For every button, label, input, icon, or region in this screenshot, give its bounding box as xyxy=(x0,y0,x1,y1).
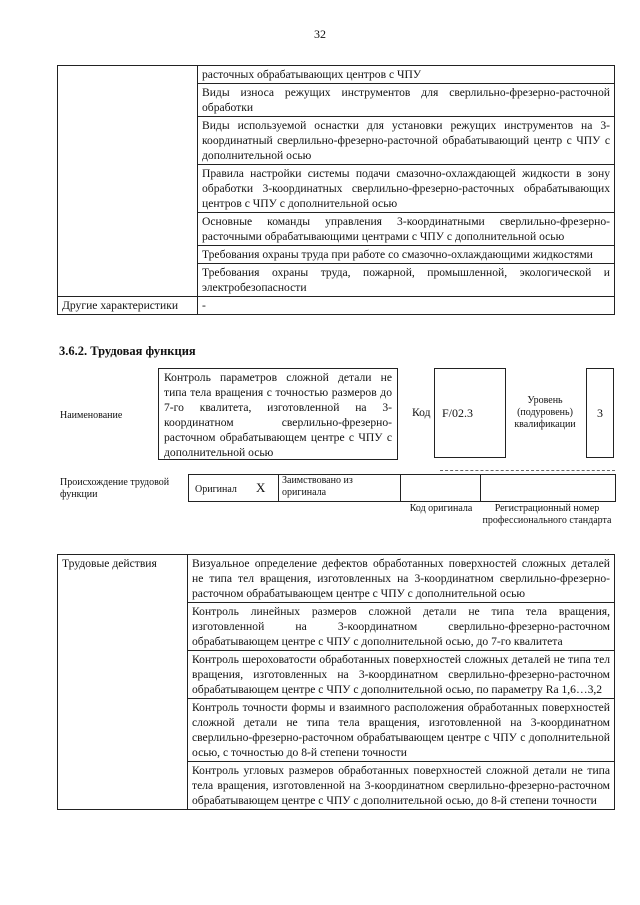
page-number: 32 xyxy=(314,27,326,41)
labor-actions-table xyxy=(57,554,615,810)
knowledge-table xyxy=(57,65,615,315)
name-label: Наименование xyxy=(60,410,123,421)
code-value: F/02.3 xyxy=(442,406,474,420)
labor-action-item: Визуальное определение дефектов обработанных поверхностей сложных деталей не типа тел вращения, изготовленных на 3-координатном сверлильно-фрезерно-расточном обрабатывающем центре с ЧПУ с дополнительной осью xyxy=(188,555,615,603)
origin-label: Происхождение трудовой функции xyxy=(60,477,170,500)
knowledge-item: Правила настройки системы подачи смазочно-охлаждающей жидкости в зону обработки 3-координатных сверлильно-фрезерно-расточных обрабатывающих центров с ЧПУ с дополнительной осью xyxy=(198,165,615,213)
reg-number-box xyxy=(480,474,616,502)
table-row xyxy=(58,66,615,84)
original-label: Оригинал xyxy=(195,484,237,495)
qualification-level-label: Уровень (подуровень) квалификации xyxy=(514,395,576,430)
knowledge-item: Основные команды управления 3-координатными сверлильно-фрезерно-расточными обрабатывающими центрами с ЧПУ с дополнительной осью xyxy=(198,213,615,246)
qualification-level-value: 3 xyxy=(597,406,603,420)
table-row xyxy=(58,555,615,603)
knowledge-item: расточных обрабатывающих центров с ЧПУ xyxy=(198,66,615,84)
other-characteristics-value: - xyxy=(198,297,615,315)
code-label: Код xyxy=(412,406,431,419)
original-mark: X xyxy=(256,480,266,495)
reg-number-label: Регистрационный номер профессионального стандарта xyxy=(482,503,612,526)
labor-action-item: Контроль точности формы и взаимного расположения обработанных поверхностей сложной детали не типа тела вращения, изготовленной на 3-координатном сверлильно-фрезерно-расточном обрабатывающем центре с ЧПУ с дополнительной осью, с точностью до 8-й степени точности xyxy=(188,699,615,762)
knowledge-item: Требования охраны труда при работе со смазочно-охлаждающими жидкостями xyxy=(198,246,615,264)
section-heading: 3.6.2. Трудовая функция xyxy=(59,344,196,358)
labor-action-item: Контроль угловых размеров обработанных поверхностей сложной детали не типа тела вращения, изготовленной на 3-координатном сверлильно-фрезерно-расточном обрабатывающем центре с ЧПУ с дополнительной осью, до 8-й степени точности xyxy=(188,762,615,810)
borrowed-label: Заимствовано из оригинала xyxy=(282,475,353,498)
knowledge-item: Требования охраны труда, пожарной, промышленной, экологической и электробезопасности xyxy=(198,264,615,297)
function-name-box: Контроль параметров сложной детали не типа тела вращения с точностью размеров до 7-го квалитета, изготовленной на 3-координатном сверлильно-фрезерно-расточном обрабатывающем центре с ЧПУ с дополнительной осью xyxy=(158,368,398,460)
labor-action-item: Контроль шероховатости обработанных поверхностей сложных деталей не типа тел вращения, изготовленных на 3-координатном сверлильно-фрезерно-расточном обрабатывающем центре с ЧПУ с дополнительной осью, по параметру Ra 1,6…3,2 xyxy=(188,651,615,699)
knowledge-label-cell xyxy=(58,66,198,297)
knowledge-item: Виды используемой оснастки для установки режущих инструментов на 3-координатный сверлильно-фрезерно-расточной обрабатывающий центр с ЧПУ с дополнительной осью xyxy=(198,117,615,165)
divider xyxy=(440,470,615,471)
other-characteristics-label: Другие характеристики xyxy=(58,297,198,315)
labor-action-item: Контроль линейных размеров сложной детали не типа тела вращения, изготовленной на 3-координатном сверлильно-фрезерно-расточном обрабатывающем центре с ЧПУ с дополнительной осью, до 7-го квалитета xyxy=(188,603,615,651)
labor-actions-label: Трудовые действия xyxy=(58,555,188,810)
code-original-box xyxy=(400,474,482,502)
table-row xyxy=(58,297,615,315)
code-original-label: Код оригинала xyxy=(409,503,473,514)
knowledge-item: Виды износа режущих инструментов для сверлильно-фрезерно-расточной обработки xyxy=(198,84,615,117)
